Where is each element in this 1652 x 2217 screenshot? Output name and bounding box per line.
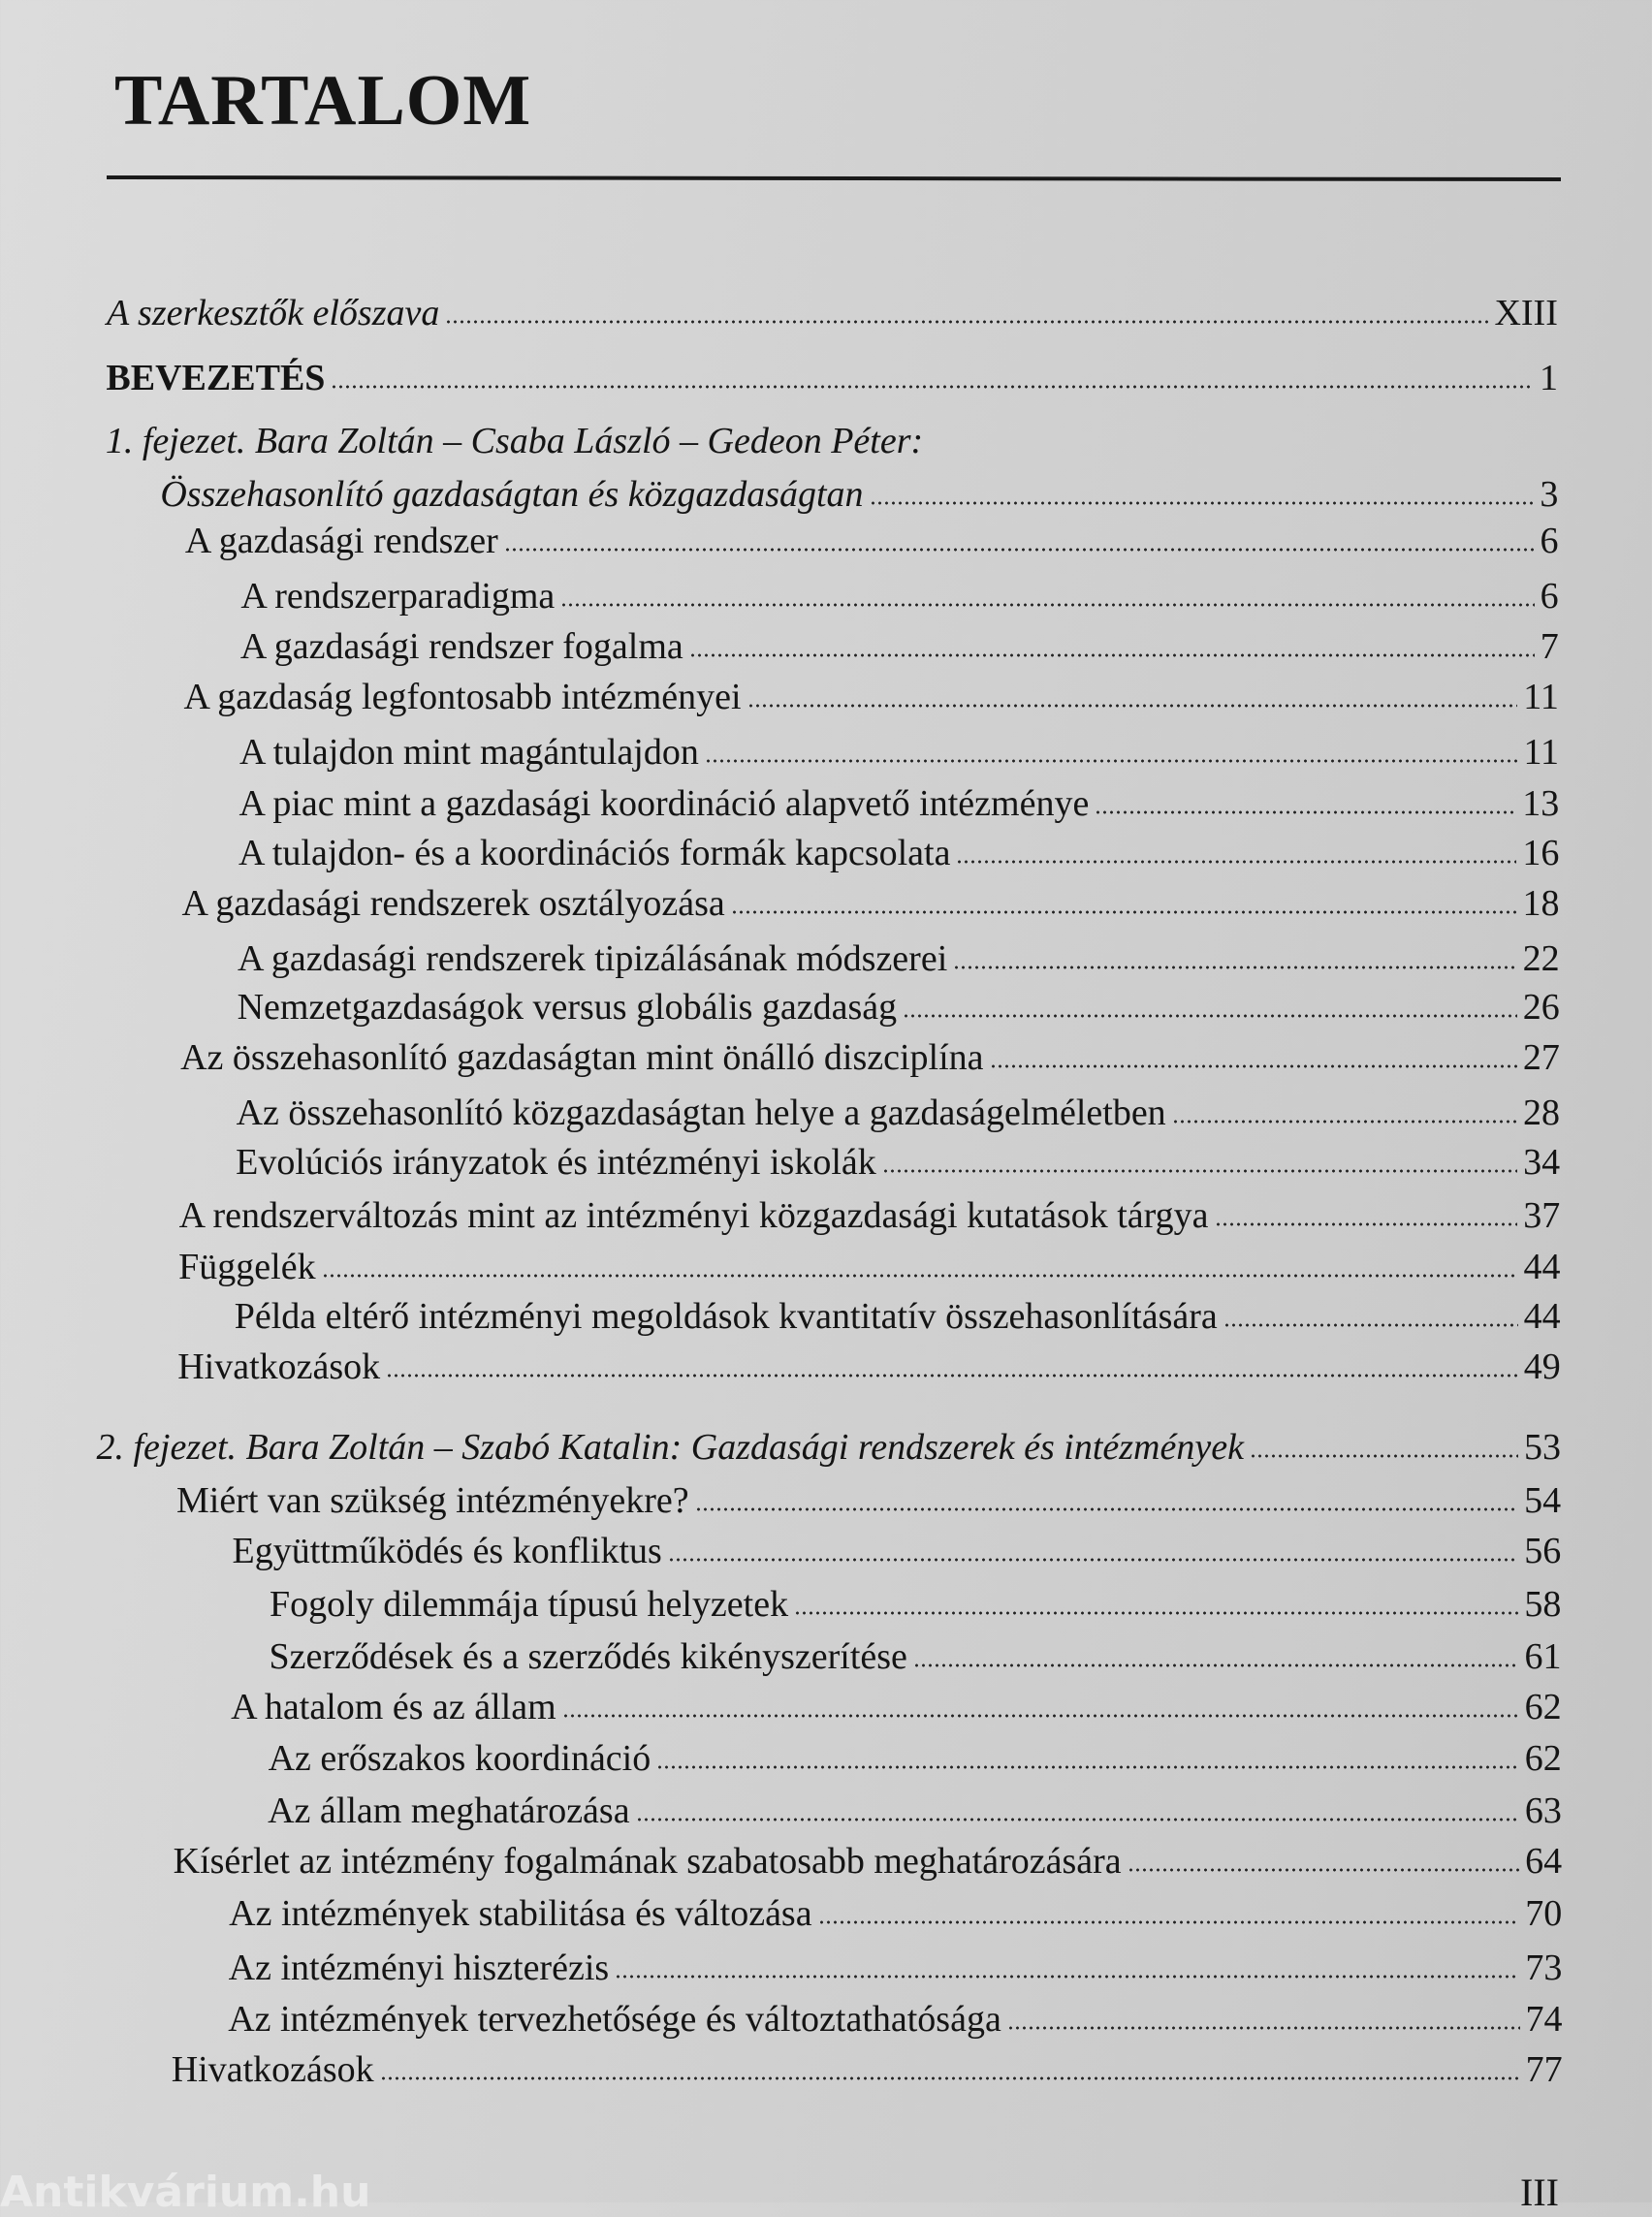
toc-entry <box>229 1891 1562 1936</box>
toc-entry-page: 26 <box>1522 987 1560 1029</box>
dot-leader <box>818 1919 1520 1925</box>
toc-entry-title: A rendszerváltozás mint az intézményi közgazdasági kutatások tárgya <box>178 1194 1209 1236</box>
toc-entry-page: 1 <box>1540 358 1559 399</box>
toc-entry-title: Miért van szükség intézményekre? <box>176 1479 689 1521</box>
toc-entry <box>106 356 1558 400</box>
toc-entry <box>183 675 1558 719</box>
toc-entry-page: 22 <box>1522 937 1560 979</box>
dot-leader <box>794 1610 1518 1616</box>
toc-entry <box>179 1193 1561 1238</box>
toc-entry-title: 2. fejezet. Bara Zoltán – Szabó Katalin: Gazdasági rendszerek és intézmények <box>96 1426 1244 1468</box>
toc-entry-title: Szerződések és a szerződés kikényszerítése <box>269 1635 907 1677</box>
toc-entry-title: A tulajdon- és a koordinációs formák kapcsolata <box>238 832 951 873</box>
toc-entry-page: 3 <box>1540 474 1559 516</box>
toc-entry-title: A piac mint a gazdasági koordináció alapvető intézménye <box>238 783 1090 825</box>
toc-entry <box>270 1582 1561 1627</box>
toc-entry <box>269 1736 1562 1781</box>
toc-entry-page: 34 <box>1523 1141 1561 1183</box>
toc-entry-title: Az intézmények tervezhetősége és változtathatósága <box>228 1998 1001 2040</box>
toc-entry <box>239 730 1559 775</box>
dot-leader <box>689 652 1535 658</box>
dot-leader <box>1128 1867 1519 1873</box>
toc-entry-page: 49 <box>1523 1346 1561 1388</box>
toc-entry <box>229 1946 1563 1990</box>
dot-leader <box>1223 1322 1518 1328</box>
dot-leader <box>1215 1221 1518 1227</box>
toc-entry-title: Az erőszakos koordináció <box>268 1738 651 1780</box>
toc-entry <box>238 936 1560 981</box>
toc-entry-page: 58 <box>1524 1584 1562 1626</box>
dot-leader <box>1095 809 1516 815</box>
dot-leader <box>1007 2025 1520 2031</box>
toc-entry-title: A rendszerparadigma <box>240 575 556 617</box>
toc-entry <box>231 1685 1562 1729</box>
toc-entry-title: A gazdasági rendszer <box>184 521 498 562</box>
toc-entry-title: Függelék <box>178 1247 316 1288</box>
dot-leader <box>953 965 1516 970</box>
dot-leader <box>560 602 1534 608</box>
toc-entry-page: 16 <box>1522 832 1560 873</box>
page-number: III <box>1520 2170 1559 2214</box>
toc-entry-page: 62 <box>1524 1686 1562 1727</box>
toc-entry-title: Fogoly dilemmája típusú helyzetek <box>270 1584 789 1626</box>
toc-entry <box>238 985 1560 1029</box>
dot-leader <box>656 1764 1519 1770</box>
toc-entry-title: A hatalom és az állam <box>231 1686 556 1727</box>
toc-entry-page: 44 <box>1523 1247 1561 1288</box>
dot-leader <box>386 1373 1518 1378</box>
toc-entry-title: Összehasonlító gazdaságtan és közgazdaságtan <box>160 474 864 516</box>
toc-entry-title: Hivatkozások <box>171 2048 374 2090</box>
dot-leader <box>731 909 1517 915</box>
dot-leader <box>380 2075 1520 2081</box>
toc-entry-title: Az összehasonlító gazdaságtan mint önálló diszciplína <box>180 1037 984 1079</box>
dot-leader <box>615 1974 1519 1979</box>
toc-entry-page: 61 <box>1524 1635 1562 1677</box>
toc-entry <box>233 1529 1562 1573</box>
toc-entry <box>228 1997 1562 2042</box>
toc-entry-page: 37 <box>1523 1194 1561 1236</box>
toc-entry-page: 6 <box>1540 575 1559 617</box>
toc-entry-title: Nemzetgazdaságok versus globális gazdaság <box>237 987 898 1029</box>
toc-entry-title: Az intézmények stabilitása és változása <box>229 1892 812 1934</box>
toc-entry-title: A gazdasági rendszer fogalma <box>239 625 683 667</box>
toc-entry <box>237 1091 1560 1135</box>
toc-entry <box>160 472 1558 517</box>
toc-entry <box>238 781 1559 826</box>
toc-entry <box>182 881 1560 926</box>
toc-entry <box>270 1634 1562 1679</box>
toc-entry <box>180 1035 1560 1080</box>
dot-leader <box>990 1063 1517 1069</box>
toc-entry-title: Az állam meghatározása <box>268 1790 630 1832</box>
toc-entry-page: 13 <box>1522 783 1560 825</box>
toc-entry-page: 28 <box>1523 1092 1561 1133</box>
toc-entry-title: A gazdasági rendszerek tipizálásának módszerei <box>238 937 948 979</box>
toc-entry <box>174 1839 1562 1884</box>
toc-entry <box>96 1425 1560 1470</box>
toc-entry-title: 1. fejezet. Bara Zoltán – Csaba László – Gedeon Péter: <box>105 421 924 462</box>
toc-entry-page: 77 <box>1525 2048 1563 2090</box>
toc-entry-title: A gazdasági rendszerek osztályozása <box>181 883 725 925</box>
toc-entry-title: Az intézményi hiszterézis <box>228 1948 610 1989</box>
dot-leader <box>882 1168 1517 1174</box>
toc-entry-page: XIII <box>1494 293 1558 334</box>
toc-entry <box>106 419 1558 463</box>
toc-entry <box>235 1294 1561 1339</box>
dot-leader <box>903 1013 1517 1019</box>
toc-entry-title: Hivatkozások <box>177 1346 381 1388</box>
dot-leader <box>870 500 1535 506</box>
toc-entry-title: Együttműködés és konfliktus <box>232 1531 662 1572</box>
toc-entry <box>236 1140 1560 1185</box>
dot-leader <box>956 859 1516 865</box>
toc-entry-page: 64 <box>1525 1841 1563 1883</box>
toc-entry-page: 73 <box>1525 1948 1563 1989</box>
toc-entry <box>176 1478 1561 1523</box>
toc-entry-page: 62 <box>1524 1738 1562 1780</box>
dot-leader <box>322 1273 1518 1279</box>
dot-leader <box>636 1817 1519 1822</box>
toc-entry <box>238 831 1559 875</box>
toc-entry-title: Példa eltérő intézményi megoldások kvantitatív összehasonlítására <box>234 1296 1218 1338</box>
toc-entry-page: 7 <box>1540 625 1559 667</box>
dot-leader <box>747 703 1518 709</box>
title-rule <box>107 175 1561 181</box>
dot-leader <box>1172 1119 1517 1124</box>
toc-entry-page: 63 <box>1524 1790 1562 1832</box>
dot-leader <box>562 1713 1519 1719</box>
dot-leader <box>668 1557 1518 1563</box>
toc-entry-page: 11 <box>1523 677 1559 718</box>
toc-entry-page: 54 <box>1524 1479 1562 1521</box>
toc-entry <box>172 2047 1563 2092</box>
toc-entry-page: 27 <box>1522 1037 1560 1079</box>
toc-entry <box>240 574 1558 618</box>
toc-entry-title: A tulajdon mint magántulajdon <box>238 731 699 773</box>
toc-entry-title: A szerkesztők előszava <box>107 293 440 334</box>
dot-leader <box>504 547 1535 553</box>
dot-leader <box>695 1506 1518 1512</box>
toc-entry <box>268 1789 1562 1833</box>
dot-leader <box>331 384 1534 390</box>
toc-entry-page: 44 <box>1523 1296 1561 1338</box>
toc-entry-page: 18 <box>1522 883 1560 925</box>
toc-entry-page: 74 <box>1525 1998 1563 2040</box>
toc-entry <box>240 624 1559 669</box>
toc-entry <box>177 1345 1560 1389</box>
toc-entry-title: A gazdaság legfontosabb intézményei <box>183 677 742 718</box>
toc-entry <box>178 1245 1560 1289</box>
toc-entry-page: 6 <box>1540 521 1559 562</box>
toc-entry-title: Evolúciós irányzatok és intézményi iskolák <box>236 1141 876 1183</box>
dot-leader <box>705 758 1518 764</box>
page-title: TARTALOM <box>114 61 532 141</box>
toc-entry-page: 11 <box>1523 731 1560 773</box>
dot-leader <box>913 1663 1519 1668</box>
toc-entry <box>185 519 1559 563</box>
toc-entry-page: 70 <box>1525 1892 1563 1934</box>
toc-entry-title: Az összehasonlító közgazdaságtan helye a gazdaságelméletben <box>236 1092 1166 1133</box>
watermark: Antikvárium.hu <box>0 2168 371 2217</box>
toc-entry-title: BEVEZETÉS <box>106 358 326 399</box>
toc-entry-title: Kísérlet az intézmény fogalmának szabatosabb meghatározására <box>173 1841 1122 1883</box>
toc-entry <box>107 291 1558 335</box>
toc-entry-page: 56 <box>1524 1531 1562 1572</box>
dot-leader <box>1250 1453 1518 1459</box>
dot-leader <box>445 319 1488 325</box>
toc-entry-page: 53 <box>1523 1426 1561 1468</box>
